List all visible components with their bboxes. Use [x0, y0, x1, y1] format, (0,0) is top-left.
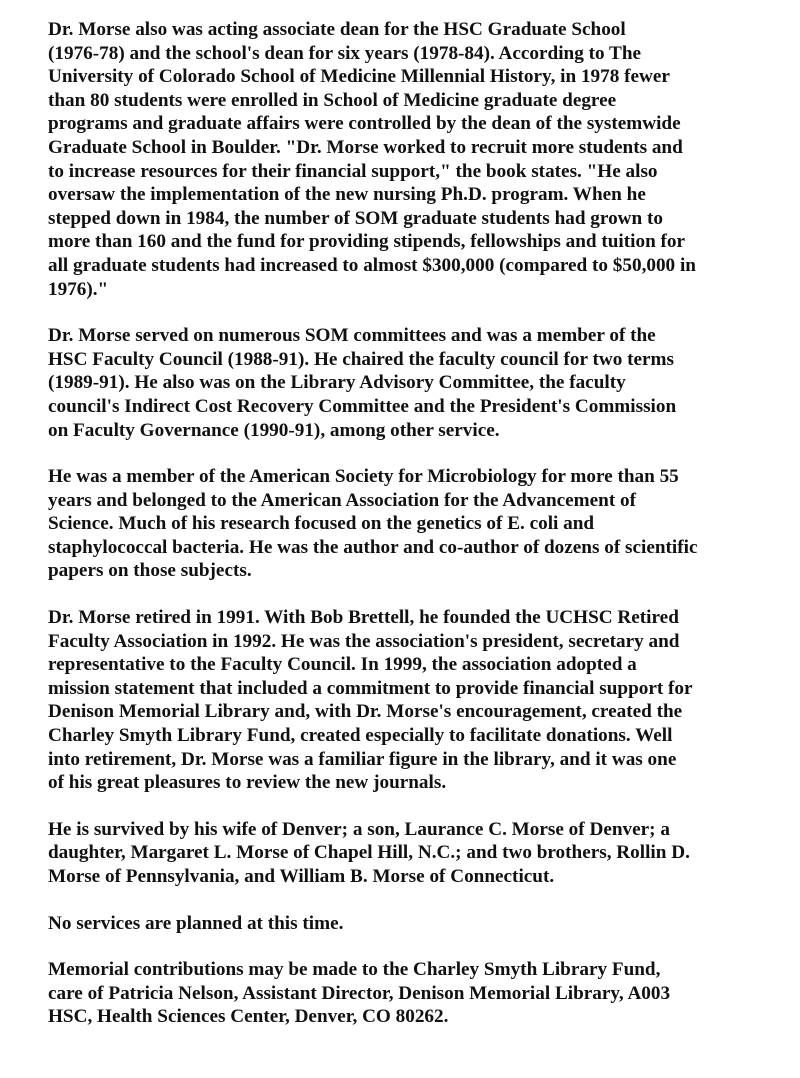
text-line: more than 160 and the fund for providing stipends, fellowships and tuition for: [48, 231, 686, 253]
text-line: University of Colorado School of Medicine Millennial History, in 1978 fewer: [48, 66, 670, 88]
text-line: No services are planned at this time.: [48, 912, 344, 934]
text-line: staphylococcal bacteria. He was the author and co-author of dozens of scientific: [48, 536, 698, 558]
paragraph-research: [48, 465, 788, 583]
text-line: He is survived by his wife of Denver; a son, Laurance C. Morse of Denver; a: [48, 818, 670, 840]
text-line: HSC Faculty Council (1988-91). He chaired the faculty council for two terms: [48, 348, 675, 370]
paragraph-survivors: [48, 818, 788, 889]
text-line: Charley Smyth Library Fund, created especially to facilitate donations. Well: [48, 725, 673, 747]
text-line: stepped down in 1984, the number of SOM graduate students had grown to: [48, 207, 663, 229]
paragraph-services: [48, 912, 788, 936]
text-line: Graduate School in Boulder. "Dr. Morse worked to recruit more students and: [48, 136, 683, 158]
document-page: [48, 18, 788, 1052]
text-line: He was a member of the American Society for Microbiology for more than 55: [48, 466, 679, 488]
text-line: HSC, Health Sciences Center, Denver, CO 80262.: [48, 1006, 449, 1028]
text-line: Memorial contributions may be made to the Charley Smyth Library Fund,: [48, 959, 661, 981]
text-line: programs and graduate affairs were controlled by the dean of the systemwide: [48, 113, 681, 135]
text-line: Dr. Morse also was acting associate dean for the HSC Graduate School: [48, 19, 626, 40]
text-line: Faculty Association in 1992. He was the association's president, secretary and: [48, 630, 680, 652]
text-line: 1976).": [48, 278, 109, 300]
paragraph-dean-service: [48, 18, 788, 301]
text-line: to increase resources for their financial support," the book states. "He also: [48, 160, 658, 182]
paragraph-committees: [48, 324, 788, 442]
text-line: into retirement, Dr. Morse was a familiar figure in the library, and it was one: [48, 748, 677, 770]
text-line: mission statement that included a commitment to provide financial support for: [48, 677, 693, 699]
text-line: on Faculty Governance (1990-91), among other service.: [48, 419, 500, 441]
text-line: papers on those subjects.: [48, 560, 252, 582]
text-line: Denison Memorial Library and, with Dr. Morse's encouragement, created the: [48, 701, 683, 723]
text-line: of his great pleasures to review the new journals.: [48, 772, 447, 794]
text-line: care of Patricia Nelson, Assistant Director, Denison Memorial Library, A003: [48, 982, 671, 1004]
text-line: Dr. Morse retired in 1991. With Bob Brettell, he founded the UCHSC Retired: [48, 607, 679, 629]
text-line: council's Indirect Cost Recovery Committee and the President's Commission: [48, 395, 677, 417]
text-line: oversaw the implementation of the new nursing Ph.D. program. When he: [48, 184, 646, 206]
text-line: Dr. Morse served on numerous SOM committees and was a member of the: [48, 325, 656, 347]
text-line: (1976-78) and the school's dean for six years (1978-84). According to The: [48, 42, 642, 64]
text-line: representative to the Faculty Council. In 1999, the association adopted a: [48, 654, 637, 676]
text-line: Morse of Pennsylvania, and William B. Morse of Connecticut.: [48, 866, 555, 887]
paragraph-retirement: [48, 606, 788, 795]
paragraph-memorial-contributions: [48, 958, 788, 1029]
text-line: than 80 students were enrolled in School of Medicine graduate degree: [48, 89, 617, 111]
text-line: (1989-91). He also was on the Library Advisory Committee, the faculty: [48, 372, 626, 394]
text-line: daughter, Margaret L. Morse of Chapel Hill, N.C.; and two brothers, Rollin D.: [48, 842, 690, 864]
text-line: all graduate students had increased to almost $300,000 (compared to $50,000 in: [48, 254, 696, 276]
text-line: years and belonged to the American Association for the Advancement of: [48, 489, 637, 511]
text-line: Science. Much of his research focused on the genetics of E. coli and: [48, 513, 595, 535]
